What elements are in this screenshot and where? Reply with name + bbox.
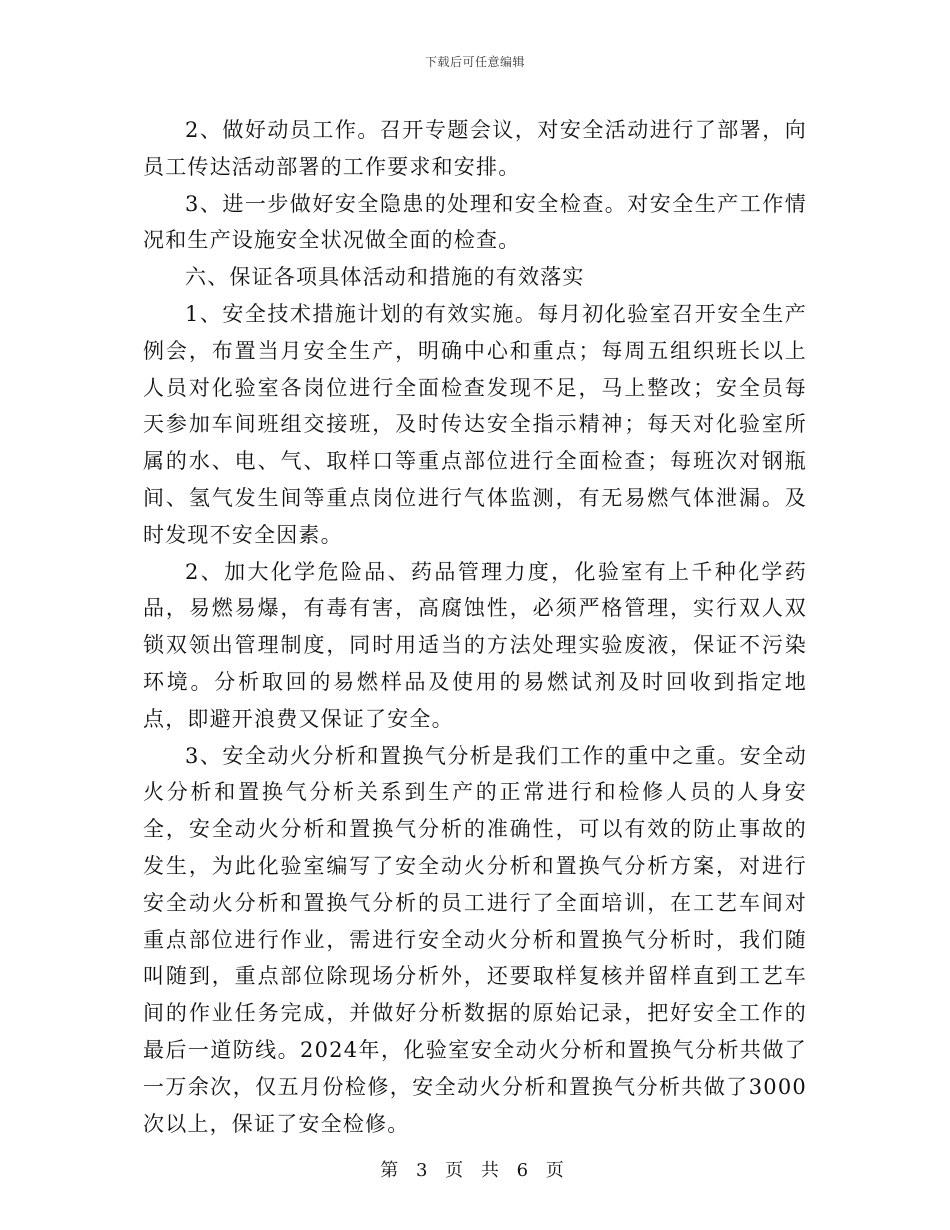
paragraph-hot-work-analysis: 3、安全动火分析和置换气分析是我们工作的重中之重。安全动火分析和置换气分析关系到生产的正常进行和检修人员的人身安全，安全动火分析和置换气分析的准确性，可以有效的防止事故的发生，为此化验室编写了安全动火分析和置换气分析方案，对进行安全动火分析和置换气分析的员工进行了全面培训，在工艺车间对重点部位进行作业，需进行安全动火分析和置换气分析时，我们随叫随到，重点部位除现场分析外，还要取样复核并留样直到工艺车间的作业任务完成，并做好分析数据的原始记录，把好安全工作的最后一道防线。2024年，化验室安全动火分析和置换气分析共做了一万余次，仅五月份检修，安全动火分析和置换气分析共做了3000次以上，保证了安全检修。 [143, 743, 807, 1136]
paragraph-mobilization: 2、做好动员工作。召开专题会议，对安全活动进行了部署，向员工传达活动部署的工作要求和安排。 [143, 118, 807, 179]
document-body [143, 112, 807, 1142]
paragraph-chemical-management: 2、加大化学危险品、药品管理力度，化验室有上千种化学药品，易燃易爆，有毒有害，高腐蚀性，必须严格管理，实行双人双锁双领出管理制度，同时用适当的方法处理实验废液，保证不污染环境。分析取回的易燃样品及使用的易燃试剂及时回收到指定地点，即避开浪费又保证了安全。 [143, 559, 807, 731]
paragraph-hazard-inspection: 3、进一步做好安全隐患的处理和安全检查。对安全生产工作情况和生产设施安全状况做全面的检查。 [143, 191, 807, 253]
section-heading-six: 六、保证各项具体活动和措施的有效落实 [185, 265, 585, 290]
paragraph-safety-measures: 1、安全技术措施计划的有效实施。每月初化验室召开安全生产例会，布置当月安全生产，明确中心和重点；每周五组织班长以上人员对化验室各岗位进行全面检查发现不足，马上整改；安全员每天参加车间班组交接班，及时传达安全指示精神；每天对化验室所属的水、电、气、取样口等重点部位进行全面检查；每班次对钢瓶间、氢气发生间等重点岗位进行气体监测，有无易燃气体泄漏。及时发现不安全因素。 [143, 301, 807, 547]
page-header-note: 下载后可任意编辑 [424, 55, 525, 69]
page-number: 第 3 页 共 6 页 [380, 1160, 570, 1181]
